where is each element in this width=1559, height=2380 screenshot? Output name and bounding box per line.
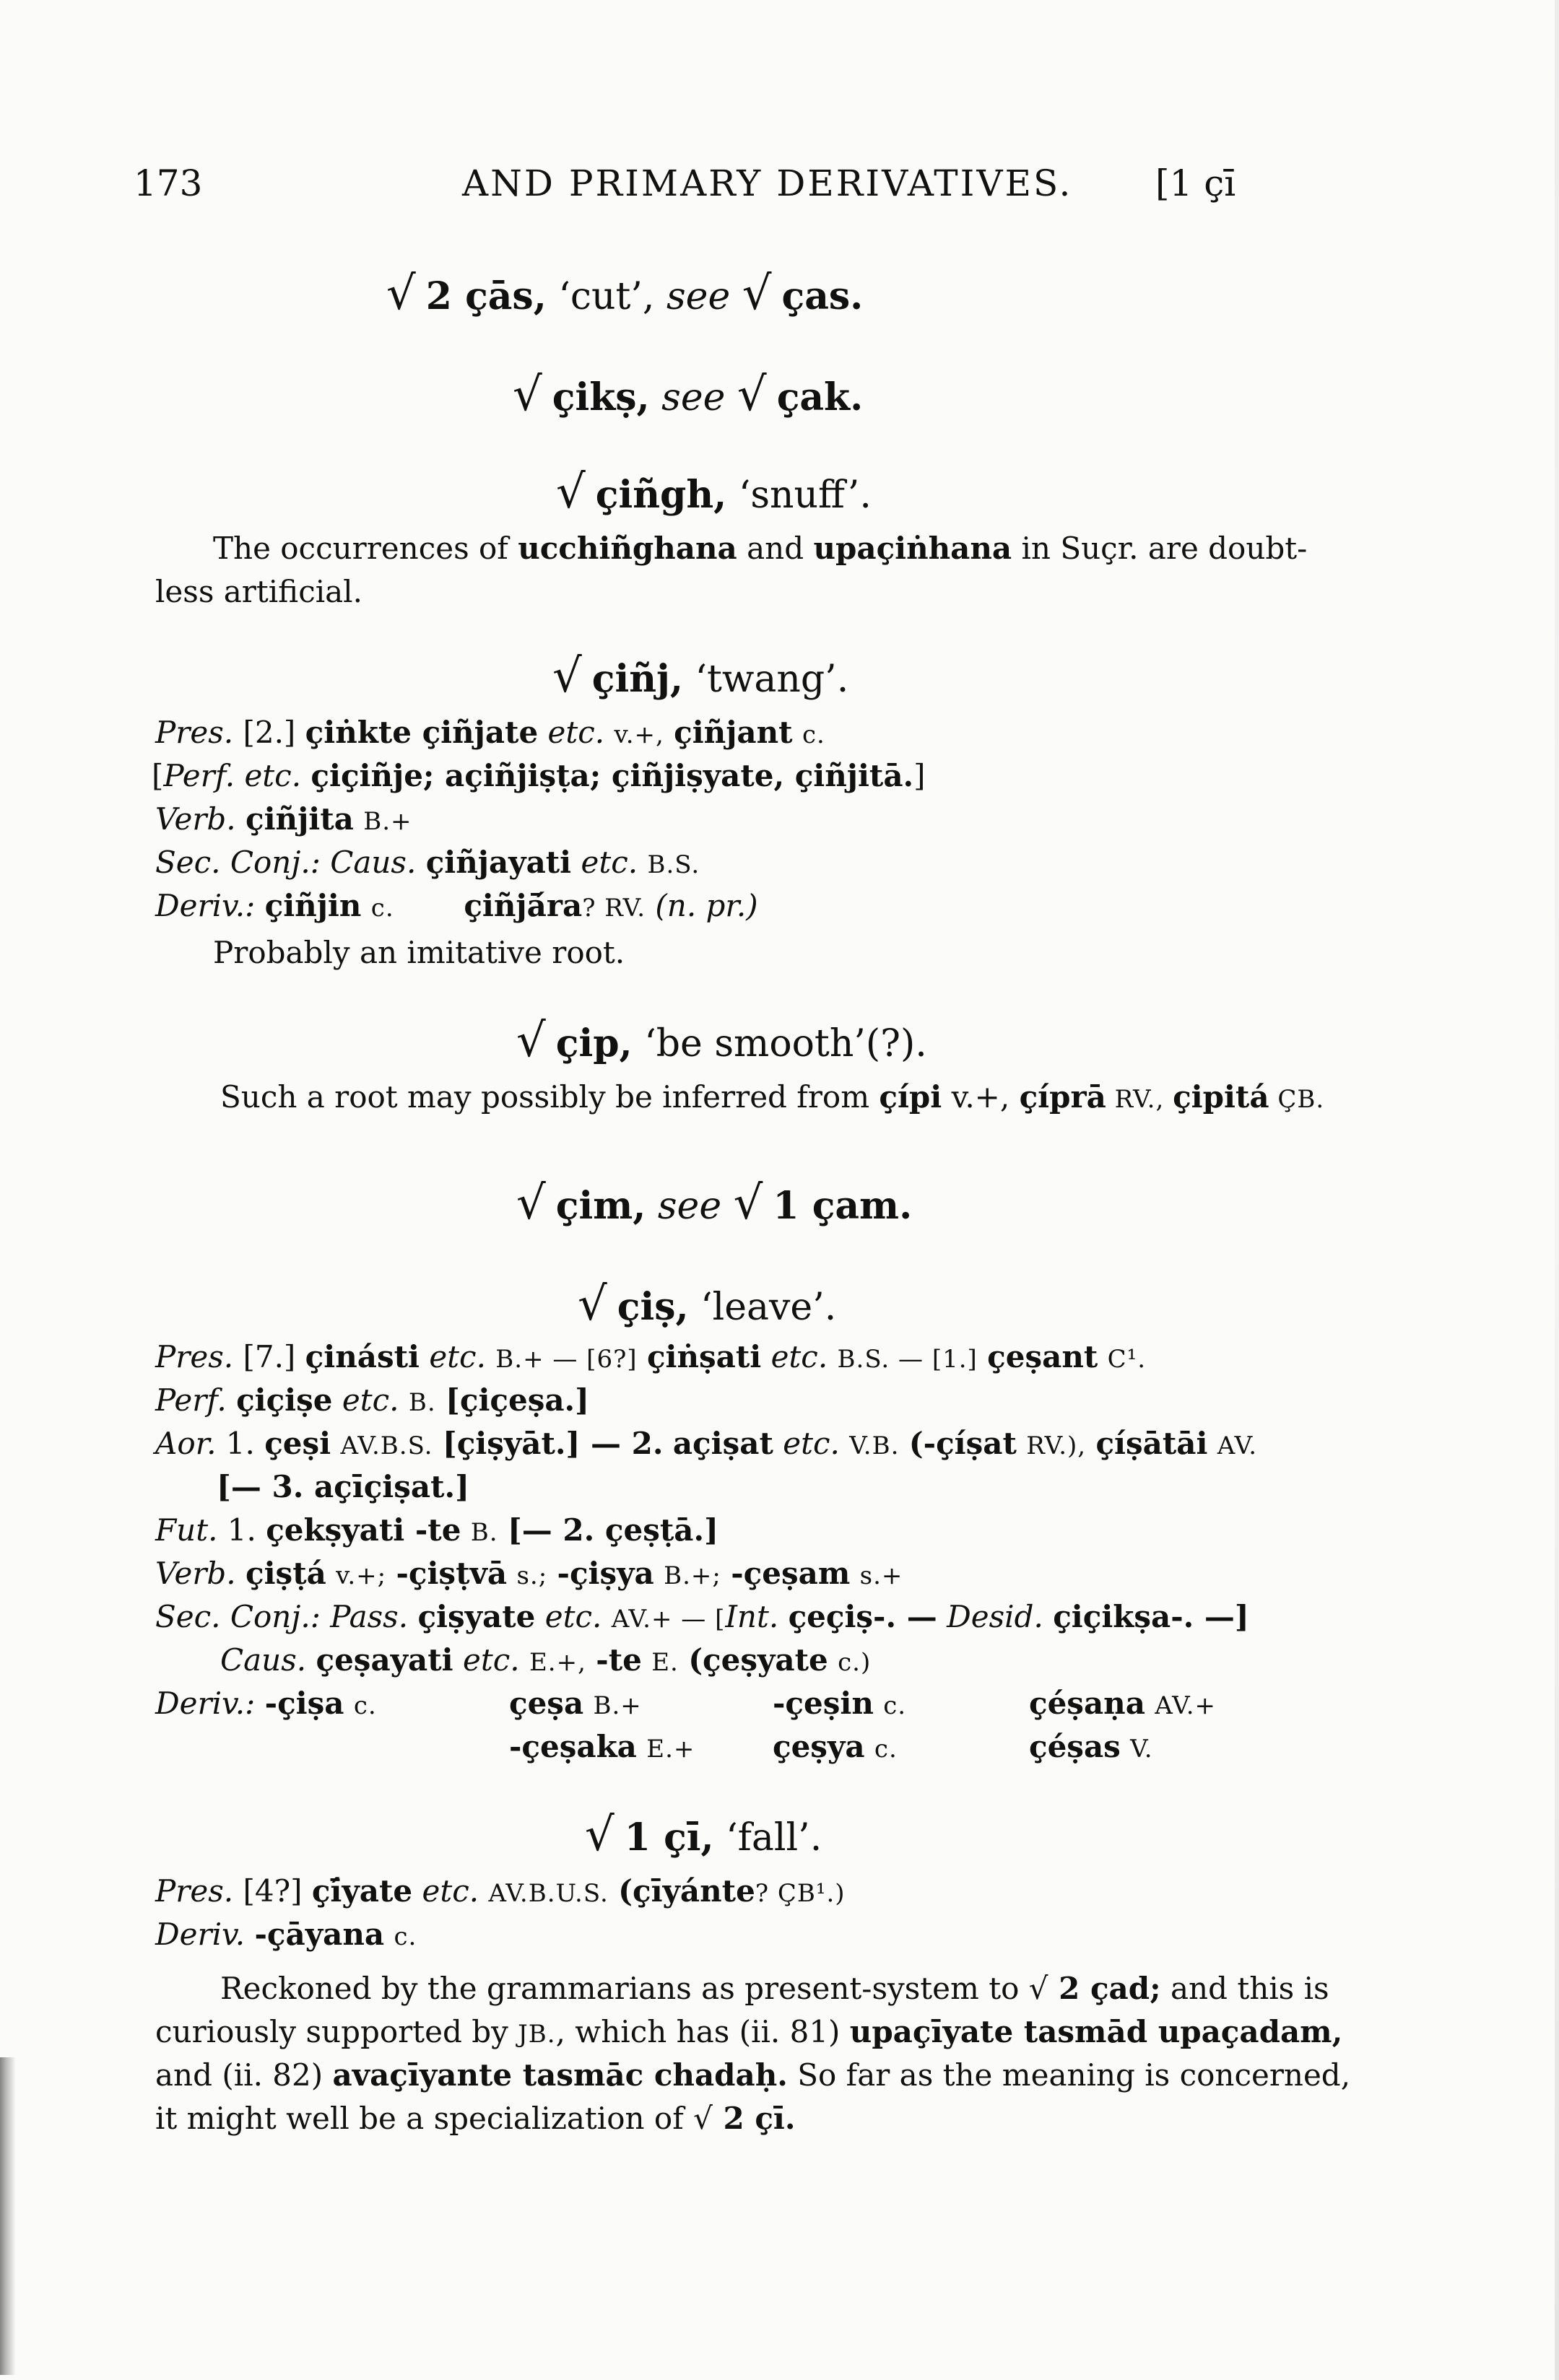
ci-pres: Pres. [4?] çī́yate etc. AV.B.U.S. (çīyánte? ÇB¹.): [155, 1873, 846, 1909]
entry-gloss: ‘cut’,: [558, 275, 655, 318]
cis-caus: Caus. çeṣayati etc. E.+, -te E. (çeṣyate c.): [220, 1642, 872, 1678]
cis-fut: Fut. 1. çekṣyati -te B. [— 2. çeṣṭā.]: [155, 1512, 718, 1548]
cis-deriv-label: Deriv.: -çiṣa c.: [155, 1686, 377, 1721]
ci-note-line-3: and (ii. 82) avaçīyante tasmāc chadaḥ. So far as the meaning is concerned,: [155, 2057, 1351, 2093]
cis-pres: Pres. [7.] çinásti etc. B.+ — [6?] çiṅṣati etc. B.S. — [1.] çeṣant C¹.: [155, 1339, 1147, 1374]
cinj-note: Probably an imitative root.: [213, 935, 625, 970]
cip-note: Such a root may possibly be inferred from çípi v.+, çíprā RV., çipitá ÇB.: [220, 1079, 1325, 1115]
page-number: 173: [134, 162, 203, 204]
entry-head: çiñgh,: [595, 473, 727, 517]
entry-head: çikṣ,: [552, 375, 650, 419]
radical-sign: √: [737, 368, 767, 422]
entry-1-ci: √ 1 çī, ‘fall’.: [585, 1808, 822, 1862]
cinj-deriv: Deriv.: çiñjin c. çiñjā́ra? RV. (n. pr.): [155, 888, 758, 923]
cingh-note-line-1: The occurrences of ucchiñghana and upaçiṅhana in Suçr. are doubt-: [213, 531, 1308, 566]
cis-deriv-col4-row2: çéṣas V.: [1029, 1729, 1153, 1764]
cingh-note-line-2: less artificial.: [155, 574, 362, 609]
scan-shadow: [0, 2057, 16, 2375]
ci-note-line-2: curiously supported by JB., which has (ii. 81) upaçīyate tasmād upaçadam,: [155, 2014, 1343, 2049]
cinj-pres: Pres. [2.] çiṅkte çiñjate etc. v.+, çiñjant c.: [155, 715, 825, 750]
radical-sign: √: [386, 267, 416, 321]
cinj-perf: [Perf. etc. çiçiñje; açiñjiṣṭa; çiñjiṣyate, çiñjitā.]: [152, 758, 926, 793]
cinj-sec-conj: Sec. Conj.: Caus. çiñjayati etc. B.S.: [155, 845, 700, 880]
cis-deriv-col2-row2: -çeṣaka E.+: [509, 1729, 695, 1764]
scan-edge: [1555, 0, 1559, 2380]
ci-note-line-4: it might well be a specialization of √ 2 çī.: [155, 2101, 796, 2136]
entry-cim: √ çim, see √ 1 çam.: [516, 1177, 913, 1230]
cis-aor-3: [— 3. açīçiṣat.]: [217, 1469, 469, 1504]
entry-cip: √ çip, ‘be smooth’(?).: [516, 1014, 927, 1068]
cis-aor: Aor. 1. çeṣi AV.B.S. [çiṣyāt.] — 2. açiṣat etc. V.B. (-çíṣat RV.), çíṣātāi AV.: [155, 1426, 1258, 1461]
see-ref: see: [661, 376, 726, 419]
running-title: AND PRIMARY DERIVATIVES.: [462, 162, 1073, 204]
entry-cinj: √ çiñj, ‘twang’.: [552, 650, 849, 703]
ci-deriv: Deriv. -çāyana c.: [155, 1917, 417, 1952]
entry-head: 2 çās,: [425, 274, 547, 318]
cis-sec-conj: Sec. Conj.: Pass. çiṣyate etc. AV.+ — [Int. çeçiṣ-. — Desid. çiçikṣa-. —]: [155, 1599, 1249, 1634]
cis-perf: Perf. çiçiṣe etc. B. [çiçeṣa.]: [155, 1382, 590, 1418]
entry-2-cas: [386, 267, 863, 321]
see-ref: see: [666, 275, 731, 318]
cinj-verb: Verb. çiñjita B.+: [155, 801, 412, 837]
cis-deriv-col2-row1: çeṣa B.+: [509, 1686, 642, 1721]
radical-sign: √: [556, 466, 586, 519]
entry-cis: √ çiṣ, ‘leave’.: [578, 1278, 837, 1331]
entry-gloss: ‘snuff’.: [738, 474, 872, 517]
radical-sign: √: [742, 267, 772, 321]
cis-deriv-col3-row1: -çeṣin c.: [773, 1686, 907, 1721]
ci-note-line-1: Reckoned by the grammarians as present-system to √ 2 çad; and this is: [220, 1971, 1329, 2006]
entry-cingh: [556, 466, 872, 519]
cis-deriv-col4-row1: çéṣaṇa AV.+: [1029, 1686, 1217, 1721]
see-root: çak.: [776, 375, 864, 419]
entry-ciks: [513, 368, 863, 422]
cis-deriv-col3-row2: çeṣya c.: [773, 1729, 898, 1764]
see-root: ças.: [781, 274, 864, 318]
radical-sign: √: [513, 368, 542, 422]
section-reference: [1 çī: [1155, 162, 1236, 204]
cis-verb: Verb. çiṣṭá v.+; -çiṣṭvā s.; -çiṣya B.+; -çeṣam s.+: [155, 1556, 903, 1591]
